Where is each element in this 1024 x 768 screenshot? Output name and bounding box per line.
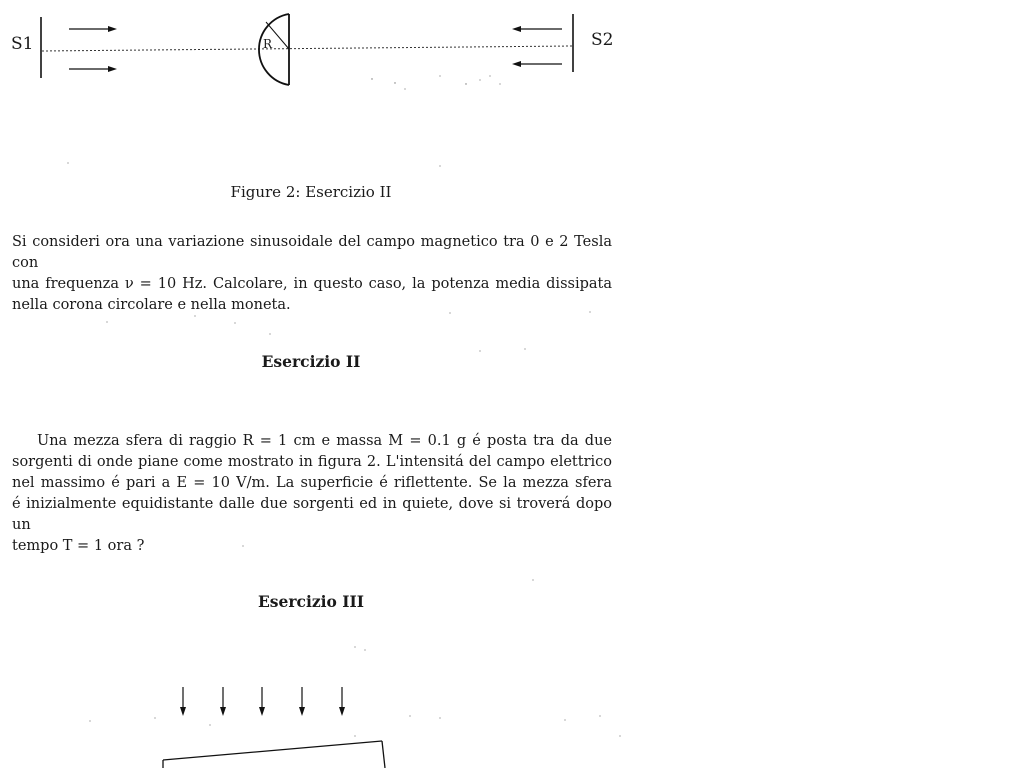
exercise3-field-arrows xyxy=(180,687,345,716)
scan-speckle-noise xyxy=(67,75,620,736)
exercise2-paragraph xyxy=(12,431,612,557)
source-s1-label: S1 xyxy=(11,34,34,54)
exercise3-heading: Esercizio III xyxy=(257,592,365,611)
figure-caption: Figure 2: Esercizio II xyxy=(230,183,392,201)
source-s2-label: S2 xyxy=(591,30,614,50)
exercise2-line: tempo T = 1 ora ? xyxy=(12,538,145,554)
intro-paragraph xyxy=(12,232,612,316)
exercise2-line: sorgenti di onde piane come mostrato in figura 2. L'intensitá del campo elettrico xyxy=(12,454,612,470)
exercise2-line: nel massimo é pari a E = 10 V/m. La superficie é riflettente. Se la mezza sfera xyxy=(12,475,612,491)
exercise3-plate xyxy=(163,741,385,768)
exercise2-line: Una mezza sfera di raggio R = 1 cm e massa M = 0.1 g é posta tra da due xyxy=(37,433,612,449)
exercise2-heading: Esercizio II xyxy=(261,352,361,371)
intro-line: Si consideri ora una variazione sinusoidale del campo magnetico tra 0 e 2 Tesla con xyxy=(12,234,612,271)
exercise2-line: é inizialmente equidistante dalle due sorgenti ed in quiete, dove si troverá dopo un xyxy=(12,496,612,533)
arrows-from-s1 xyxy=(69,26,117,72)
dashed-axis-line xyxy=(42,46,572,51)
intro-line: nella corona circolare e nella moneta. xyxy=(12,297,291,313)
intro-line: una frequenza ν = 10 Hz. Calcolare, in questo caso, la potenza media dissipata xyxy=(12,276,612,292)
radius-label: R xyxy=(263,37,273,51)
